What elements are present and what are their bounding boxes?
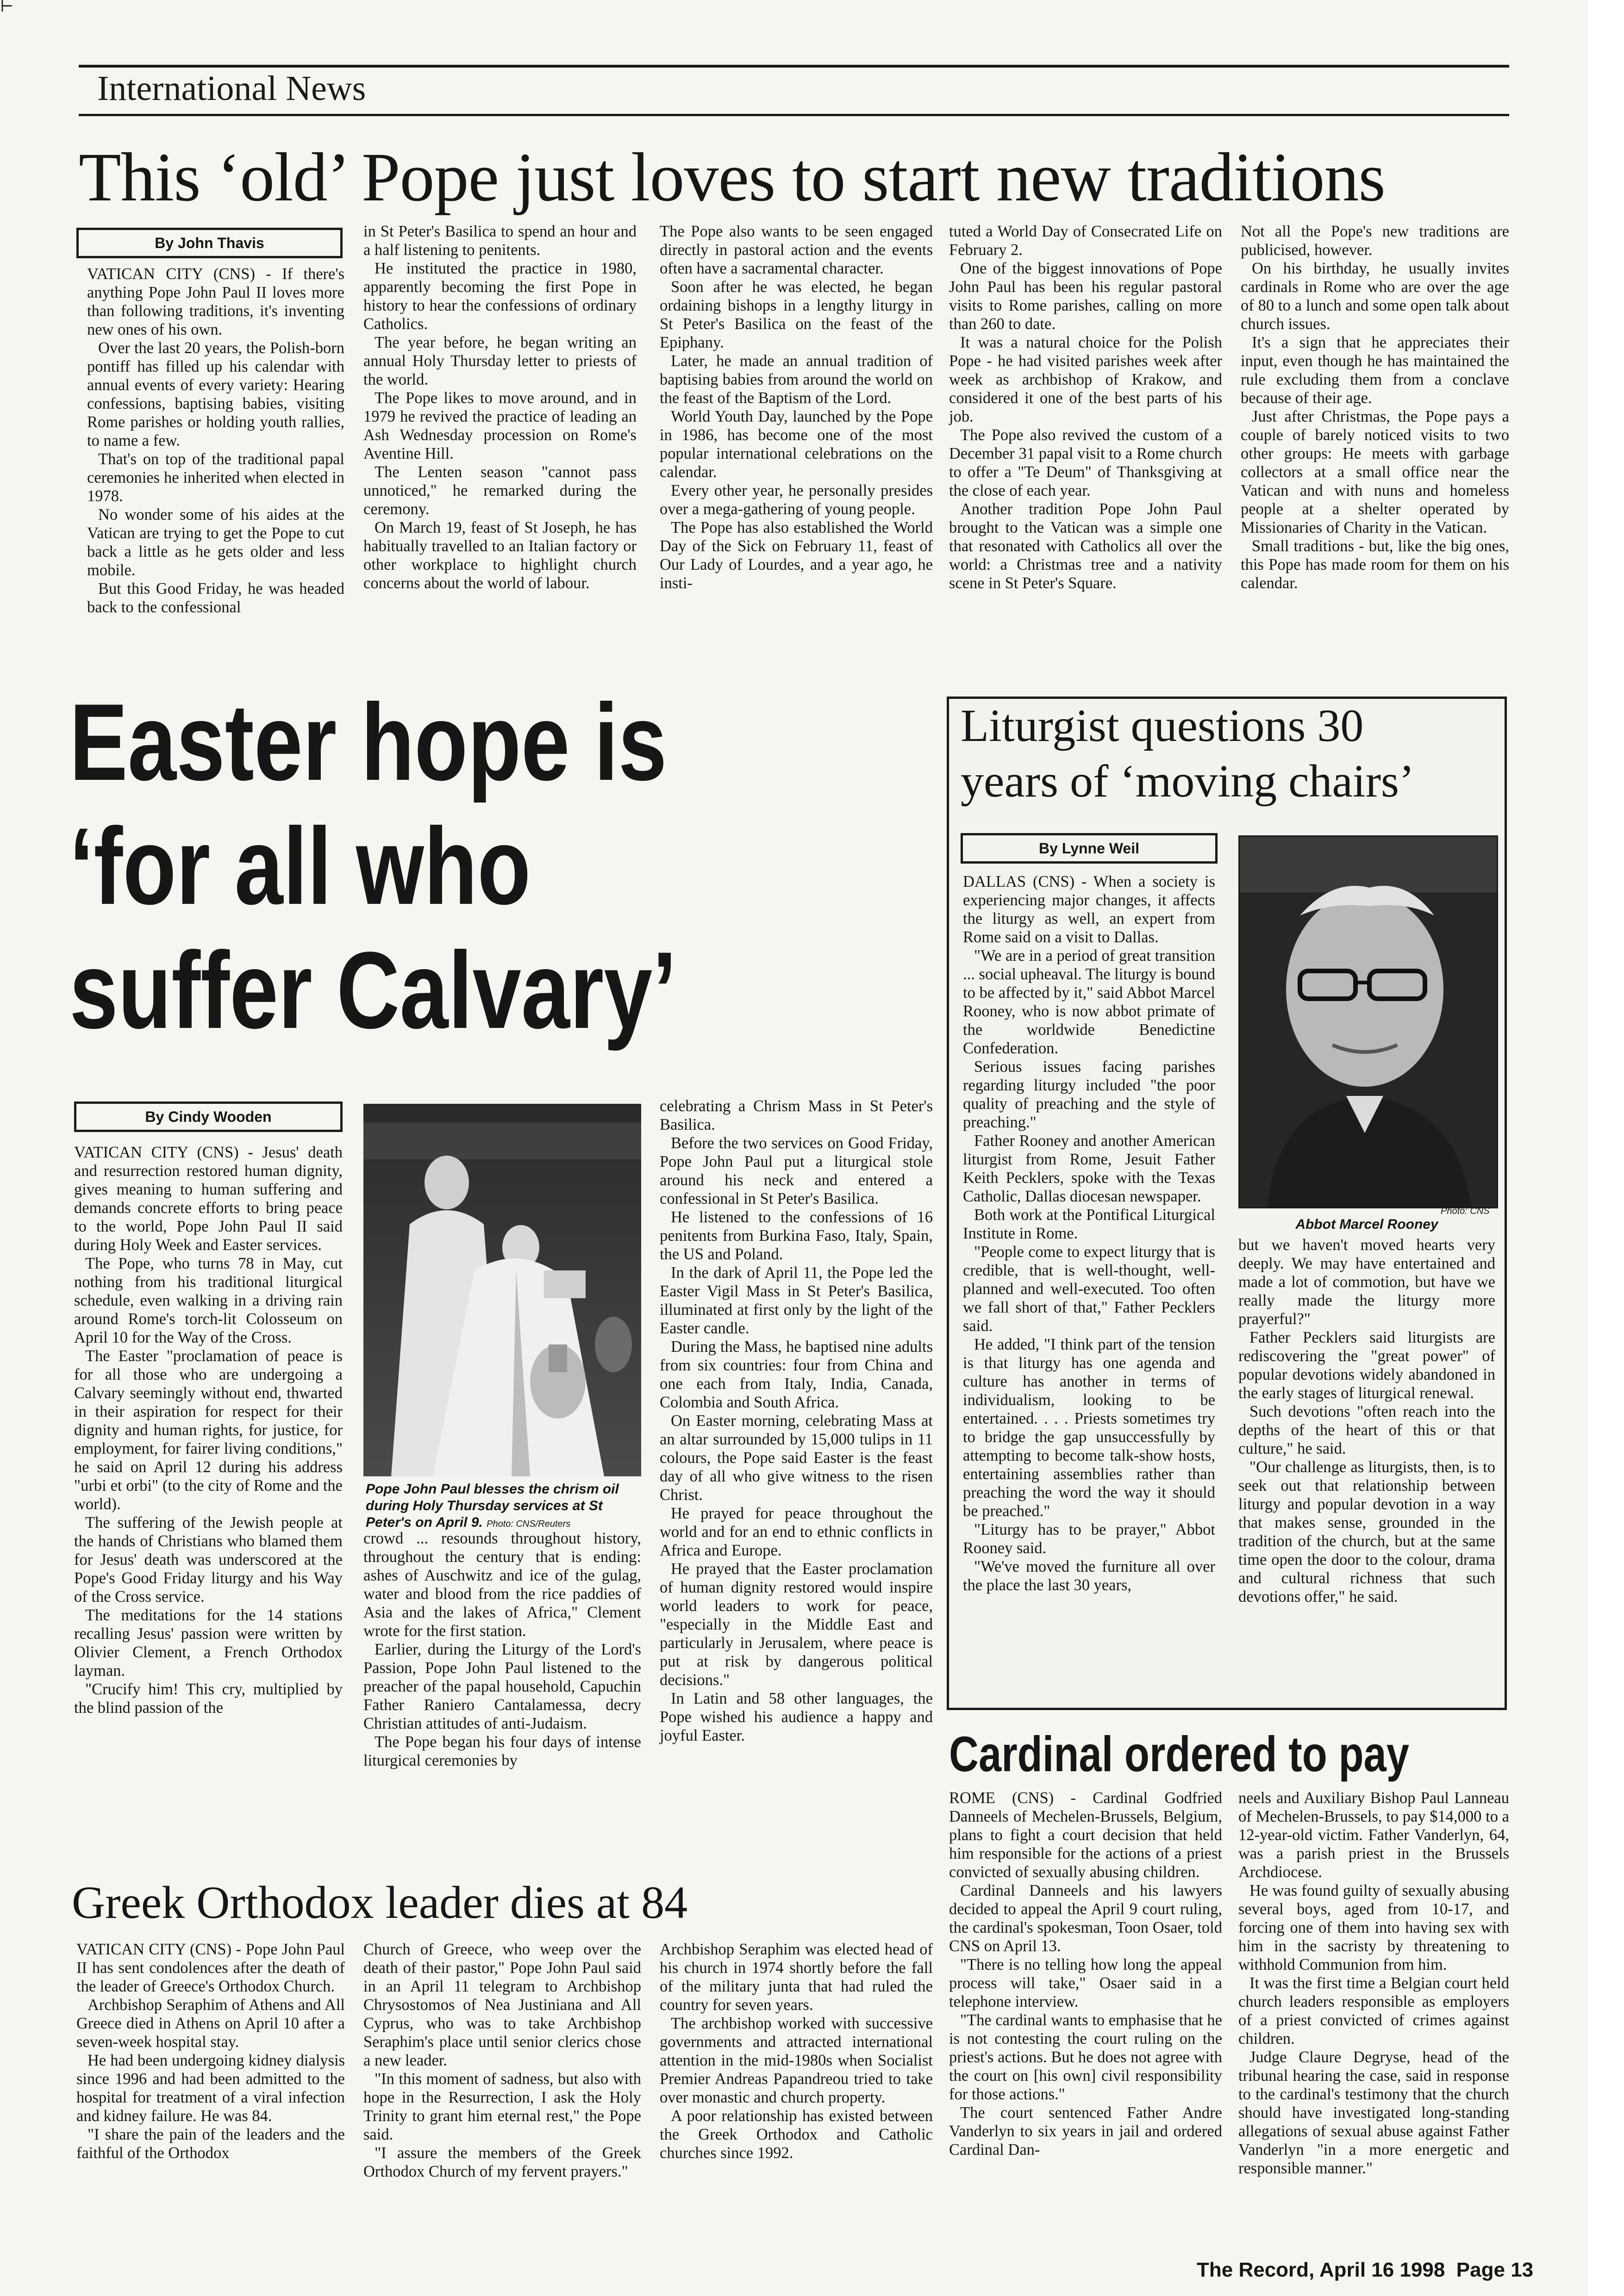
paragraph: The Pope also revived the custom of a December 31 papal visit to a Rome church to offer a "Te Deum" of Thanksgiving at the close of each year. (949, 426, 1222, 499)
paragraph: "I share the pain of the leaders and the faithful of the Orthodox (76, 2126, 345, 2162)
paragraph: The Pope began his four days of intense liturgical ceremonies by (363, 1733, 641, 1769)
paragraph: Soon after he was elected, he began ordaining bishops in a lengthy liturgy in St Peter's Basilica on the feast of the Epiphany. (660, 278, 933, 351)
paragraph: The suffering of the Jewish people at the hands of Christians who blamed them for Jesus' death was underscored at the Pope's Good Friday liturgy and his Way of the Cross service. (74, 1514, 343, 1605)
paragraph: He added, "I think part of the tension is that liturgy has one agenda and culture has another in terms of individualism, looking to be entertained. . . . Priests sometimes try to bridge the gap unsuccessfully by attempting to become talk-show hosts, entertaining assemblies rather than preaching the word the way it should be preached." (963, 1336, 1215, 1520)
paragraph: The court sentenced Father Andre Vanderlyn to six years in jail and ordered Cardinal Dan- (949, 2104, 1222, 2159)
pope-photo-caption (366, 1481, 643, 1532)
article-column (363, 1940, 641, 2181)
byline-john-thavis: By John Thavis (76, 228, 343, 258)
paragraph: One of the biggest innovations of Pope John Paul has been his regular pastoral visits to Rome parishes, calling on more than 260 to date. (949, 260, 1222, 333)
section-label: International News (97, 69, 366, 108)
paragraph: During the Mass, he baptised nine adults from six countries: four from China and one each from Italy, India, Canada, Colombia and South Africa. (660, 1338, 933, 1411)
article-column (87, 265, 344, 616)
byline-cindy-wooden: By Cindy Wooden (74, 1101, 343, 1132)
paragraph: Archbishop Seraphim was elected head of his church in 1974 shortly before the fall of the military junta that had ruled the country for seven years. (660, 1941, 933, 2014)
headline-line: suffer Calvary’ (69, 929, 677, 1052)
photo-credit: Photo: CNS/Reuters (487, 1519, 571, 1529)
paragraph: but we haven't moved hearts very deeply. We may have entertained and made a lot of commotion, but have we really made the liturgy more prayerful?" (1238, 1236, 1495, 1328)
article-column (949, 222, 1222, 592)
paragraph: "Our challenge as liturgists, then, is to seek out that relationship between liturgy and popular devotion in a way that makes sense, grounded in the tradition of the church, but at the same time open the door to the colour, drama and cultural richness that such devotions offer," he said. (1238, 1458, 1495, 1605)
corner-mark: ⊢ (0, 0, 14, 15)
paragraph: celebrating a Chrism Mass in St Peter's Basilica. (660, 1097, 933, 1133)
paragraph: in St Peter's Basilica to spend an hour and a half listening to penitents. (363, 223, 637, 259)
paragraph: Just after Christmas, the Pope pays a couple of barely noticed visits to two other groups: He meets with garbage collectors at a small office near the Vatican and with nuns and homeless people at a shelter operated by Missionaries of Charity in the Vatican. (1241, 408, 1509, 536)
paragraph: The Pope has also established the World Day of the Sick on February 11, feast of Our Lady of Lourdes, and a year ago, he insti- (660, 519, 933, 592)
paragraph: VATICAN CITY (CNS) - Jesus' death and resurrection restored human dignity, gives meaning to human suffering and demands concrete efforts to bring peace to the world, Pope John Paul II said during Holy Week and Easter services. (74, 1144, 343, 1254)
paragraph: Over the last 20 years, the Polish-born pontiff has filled up his calendar with annual events of every variety: Hearing confessions, baptising babies, visiting Rome parishes or holding youth rallies, to name a few. (87, 339, 344, 449)
paragraph: ROME (CNS) - Cardinal Godfried Danneels of Mechelen-Brussels, Belgium, plans to fight a court decision that held him responsible for the actions of a priest convicted of sexually abusing children. (949, 1789, 1222, 1881)
rooney-photo-credit: Photo: CNS (1441, 1206, 1490, 1216)
paragraph: It was the first time a Belgian court held church leaders responsible as employers of a priest convicted of crimes against children. (1238, 1974, 1509, 2047)
paragraph: Father Rooney and another American liturgist from Rome, Jesuit Father Keith Pecklers, spoke with the Texas Catholic, Dallas diocesan newspaper. (963, 1132, 1215, 1205)
paragraph: tuted a World Day of Consecrated Life on February 2. (949, 223, 1222, 259)
paragraph: Not all the Pope's new traditions are publicised, however. (1241, 223, 1509, 259)
headline-greek-orthodox: Greek Orthodox leader dies at 84 (72, 1877, 688, 1928)
paragraph: He had been undergoing kidney dialysis since 1996 and had been admitted to the hospital for treatment of a viral infection and kidney failure. He was 84. (76, 2052, 345, 2125)
paragraph: Small traditions - but, like the big ones, this Pope has made room for them on his calendar. (1241, 537, 1509, 592)
paragraph: The meditations for the 14 stations recalling Jesus' passion were written by Olivier Clement, a French Orthodox layman. (74, 1606, 343, 1680)
paragraph: "In this moment of sadness, but also with hope in the Resurrection, I ask the Holy Trinity to grant him eternal rest," the Pope said. (363, 2070, 641, 2143)
paragraph: neels and Auxiliary Bishop Paul Lanneau of Mechelen-Brussels, to pay $14,000 to a 12-year-old victim. Father Vanderlyn, 64, was a parish priest in the Brussels Archdiocese. (1238, 1789, 1509, 1881)
page-edge (1588, 0, 1624, 2296)
headline-line: Easter hope is (69, 681, 667, 803)
pope-photo (363, 1104, 641, 1476)
paragraph: "The cardinal wants to emphasise that he is not contesting the court ruling on the priest's actions. But he does not agree with the court on [his own] civil responsibility for those actions." (949, 2011, 1222, 2103)
paragraph: On Easter morning, celebrating Mass at an altar surrounded by 15,000 tulips in 11 colours, the Pope said Easter is the feast day of all who give witness to the risen Christ. (660, 1412, 933, 1504)
paragraph: He prayed for peace throughout the world and for an end to ethnic conflicts in Africa and Europe. (660, 1505, 933, 1559)
headline-line: ‘for all who (69, 805, 531, 927)
paragraph: VATICAN CITY (CNS) - Pope John Paul II has sent condolences after the death of the leader of Greece's Orthodox Church. (76, 1941, 345, 1995)
paragraph: The archbishop worked with successive governments and attracted international attention in the mid-1980s when Socialist Premier Andreas Papandreou tried to take over monastic and church property. (660, 2015, 933, 2106)
article-column (1238, 1236, 1495, 1606)
paragraph: The Lenten season "cannot pass unnoticed," he remarked during the ceremony. (363, 463, 637, 518)
page-footer: The Record, April 16 1998 Page 13 (1197, 2259, 1534, 2281)
paragraph: Every other year, he personally presides over a mega-gathering of young people. (660, 482, 933, 518)
article-column (74, 1143, 343, 1717)
paragraph: That's on top of the traditional papal ceremonies he inherited when elected in 1978. (87, 450, 344, 505)
paragraph: Serious issues facing parishes regarding liturgy included "the poor quality of preaching and the style of preaching." (963, 1058, 1215, 1131)
paragraph: Cardinal Danneels and his lawyers decided to appeal the April 9 court ruling, the cardinal's spokesman, Toon Osaer, told CNS on April 13. (949, 1882, 1222, 1955)
paragraph: The Pope also wants to be seen engaged directly in pastoral action and the events often have a sacramental character. (660, 223, 933, 277)
paragraph: The year before, he began writing an annual Holy Thursday letter to priests of the world. (363, 334, 637, 388)
paragraph: The Pope, who turns 78 in May, cut nothing from his traditional liturgical schedule, even walking in a driving rain around Rome's torch-lit Colosseum on April 10 for the Way of the Cross. (74, 1255, 343, 1346)
headline-line: years of ‘moving chairs’ (961, 755, 1415, 807)
paragraph: He listened to the confessions of 16 penitents from Burkina Faso, Italy, Spain, the US and Poland. (660, 1208, 933, 1263)
paragraph: It's a sign that he appreciates their input, even though he has maintained the rule excluding them from a conclave because of their age. (1241, 334, 1509, 407)
article-column (949, 1789, 1222, 2159)
article-column (76, 1940, 345, 2162)
paragraph: Father Pecklers said liturgists are rediscovering the "great power" of popular devotions widely abandoned in the early stages of liturgical renewal. (1238, 1329, 1495, 1402)
paragraph: Archbishop Seraphim of Athens and All Greece died in Athens on April 10 after a seven-week hospital stay. (76, 1996, 345, 2051)
article-column (363, 222, 637, 592)
paragraph: "We've moved the furniture all over the place the last 30 years, (963, 1558, 1215, 1594)
paragraph: On his birthday, he usually invites cardinals in Rome who are over the age of 80 to a lunch and some open talk about church issues. (1241, 260, 1509, 333)
paragraph: He instituted the practice in 1980, apparently becoming the first Pope in history to hear the confessions of ordinary Catholics. (363, 260, 637, 333)
paragraph: Before the two services on Good Friday, Pope John Paul put a liturgical stole around his neck and entered a confessional in St Peter's Basilica. (660, 1134, 933, 1207)
paragraph: He was found guilty of sexually abusing several boys, aged from 10-17, and forcing one of them into having sex with him in the sacristy by threatening to withhold Communion from him. (1238, 1882, 1509, 1973)
paragraph: "Liturgy has to be prayer," Abbot Rooney said. (963, 1521, 1215, 1557)
paragraph: Both work at the Pontifical Liturgical Institute in Rome. (963, 1206, 1215, 1242)
paragraph: "People come to expect liturgy that is credible, that is well-thought, well-planned and well-executed. Too often we fall short of that," Father Pecklers said. (963, 1243, 1215, 1335)
headline-old-pope: This ‘old’ Pope just loves to start new traditions (79, 139, 1385, 216)
paragraph: On March 19, feast of St Joseph, he has habitually travelled to an Italian factory or other workplace to highlight church concerns about the world of labour. (363, 519, 637, 592)
article-column (963, 872, 1215, 1594)
rooney-photo-caption: Abbot Marcel Rooney (1295, 1217, 1438, 1232)
section-rule (79, 114, 1509, 116)
paragraph: "There is no telling how long the appeal process will take," Osaer said in a telephone interview. (949, 1956, 1222, 2010)
paragraph: DALLAS (CNS) - When a society is experiencing major changes, it affects the liturgy as well, an expert from Rome said on a visit to Dallas. (963, 873, 1215, 946)
paragraph: He prayed that the Easter proclamation of human dignity restored would inspire world leaders to work for peace, "especially in the Middle East and particularly in Jerusalem, where peace is put at risk by dangerous political decisions." (660, 1560, 933, 1689)
rooney-photo (1238, 835, 1498, 1208)
paragraph: It was a natural choice for the Polish Pope - he had visited parishes week after week as archbishop of Krakow, and considered it one of the best parts of his job. (949, 334, 1222, 425)
headline-easter-hope (69, 680, 949, 1052)
article-column (660, 222, 933, 592)
paragraph: Such devotions "often reach into the depths of the heart of this or that culture," he said. (1238, 1403, 1495, 1457)
paragraph: Earlier, during the Liturgy of the Lord's Passion, Pope John Paul listened to the preacher of the papal household, Capuchin Father Raniero Cantalamessa, decry Christian attitudes of anti-Judaism. (363, 1641, 641, 1732)
paragraph: A poor relationship has existed between the Greek Orthodox and Catholic churches since 1992. (660, 2107, 933, 2162)
paragraph: "Crucify him! This cry, multiplied by the blind passion of the (74, 1680, 343, 1717)
paragraph: The Easter "proclamation of peace is for all those who are undergoing a Calvary seemingly without end, thwarted in their aspiration for respect for their dignity and human rights, for justice, for employment, for fairer living conditions," he said on April 12 during his address "urbi et orbi" (to the city of Rome and the world). (74, 1347, 343, 1513)
paragraph: Another tradition Pope John Paul brought to the Vatican was a simple one that resonated with Catholics all over the world: a Christmas tree and a nativity scene in St Peter's Square. (949, 500, 1222, 592)
paragraph: "We are in a period of great transition ... social upheaval. The liturgy is bound to be affected by it," said Abbot Marcel Rooney, who is now abbot primate of the worldwide Benedictine Confederation. (963, 947, 1215, 1057)
paragraph: crowd ... resounds throughout history, throughout the century that is ending: ashes of Auschwitz and ice of the gulag, water and blood from the rice paddies of Asia and the lakes of Africa," Clement wrote for the first station. (363, 1530, 641, 1640)
article-column (660, 1097, 933, 1745)
byline-lynne-weil: By Lynne Weil (961, 833, 1218, 864)
paragraph: The Pope likes to move around, and in 1979 he revived the practice of leading an Ash Wednesday procession on Rome's Aventine Hill. (363, 389, 637, 462)
article-column (660, 1940, 933, 2162)
paragraph: Church of Greece, who weep over the death of their pastor," Pope John Paul said in an April 11 telegram to Archbishop Chrysostomos of Nea Justiniana and All Cyprus, who was to take Archbishop Seraphim's place until senior clerics chose a new leader. (363, 1941, 641, 2069)
headline-cardinal: Cardinal ordered to pay (949, 1726, 1410, 1782)
paragraph: No wonder some of his aides at the Vatican are trying to get the Pope to cut back a little as he gets older and less mobile. (87, 506, 344, 579)
paragraph: In the dark of April 11, the Pope led the Easter Vigil Mass in St Peter's Basilica, illuminated at first only by the light of the Easter candle. (660, 1264, 933, 1337)
headline-liturgist (961, 698, 1507, 809)
paragraph: Judge Claure Degryse, head of the tribunal hearing the case, said in response to the cardinal's testimony that the church should have investigated long-standing allegations of sexual abuse against Father Vanderlyn "in a more energetic and responsible manner." (1238, 2048, 1509, 2177)
paragraph: In Latin and 58 other languages, the Pope wished his audience a happy and joyful Easter. (660, 1690, 933, 1744)
article-column (1238, 1789, 1509, 2178)
rooney-photo-image (1240, 837, 1497, 1207)
pope-photo-image (363, 1104, 641, 1476)
caption-text: Pope John Paul blesses the chrism oil during Holy Thursday services at St Peter's on April 9. (366, 1481, 619, 1530)
paragraph: Later, he made an annual tradition of baptising babies from around the world on the feast of the Baptism of the Lord. (660, 352, 933, 407)
headline-line: Liturgist questions 30 (961, 700, 1364, 751)
paragraph: VATICAN CITY (CNS) - If there's anything Pope John Paul II loves more than following traditions, it's inventing new ones of his own. (87, 265, 344, 338)
paragraph: "I assure the members of the Greek Orthodox Church of my fervent prayers." (363, 2144, 641, 2180)
paragraph: World Youth Day, launched by the Pope in 1986, has become one of the most popular international celebrations on the calendar. (660, 408, 933, 481)
article-column (1241, 222, 1509, 592)
article-column (363, 1529, 641, 1770)
paragraph: But this Good Friday, he was headed back to the confessional (87, 580, 344, 616)
